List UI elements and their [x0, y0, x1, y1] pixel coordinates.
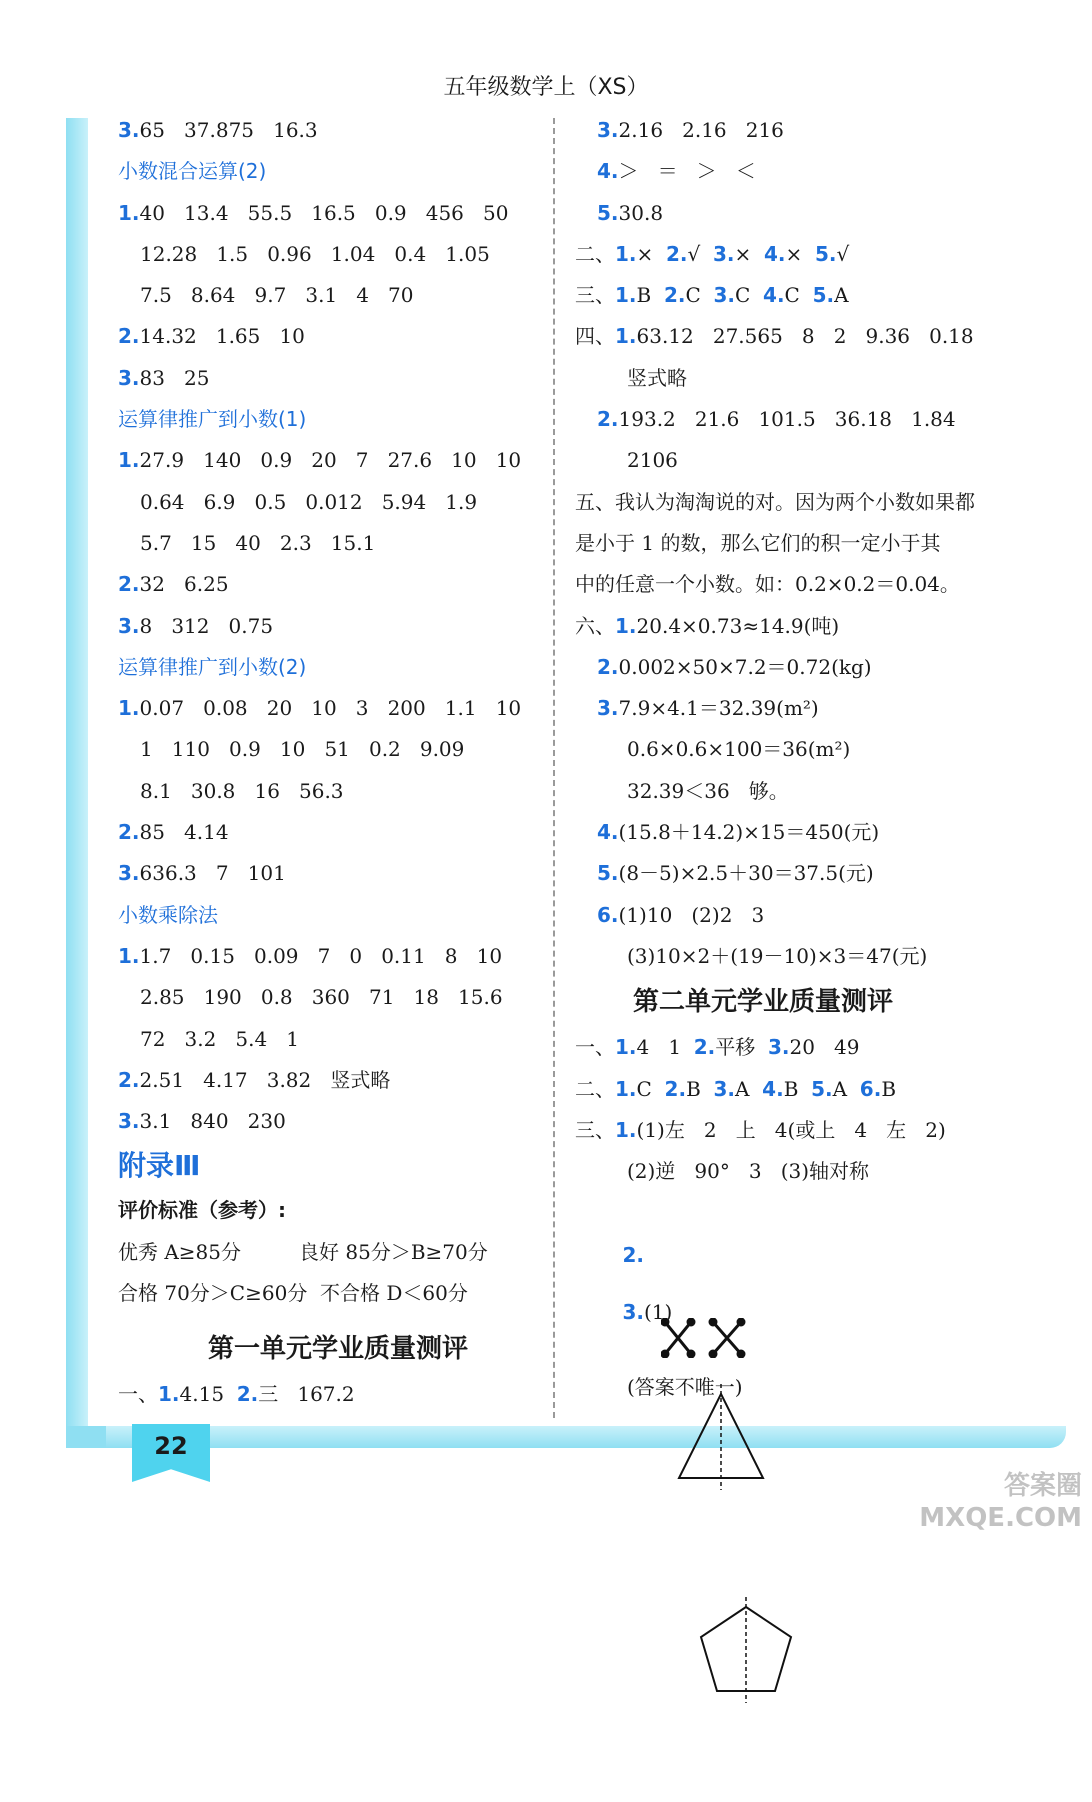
answer-line: 二、1.C 2.B 3.A 4.B 5.A 6.B: [575, 1076, 897, 1101]
pentagon-symmetry-icon: [652, 1554, 800, 1761]
answer-line: 三、1.(1)左 2 上 4(或上 4 左 2): [575, 1117, 946, 1142]
appendix-heading: 附录Ⅲ: [118, 1149, 201, 1183]
answer-line: 2.: [575, 1192, 1035, 1250]
answer-line: 32.39＜36 够。: [627, 778, 789, 803]
answer-line: 3.7.9×4.1＝32.39(m²): [597, 696, 819, 721]
answer-line: 1.0.07 0.08 20 10 3 200 1.1 10: [118, 696, 522, 721]
answer-line: 3.65 37.875 16.3: [118, 118, 318, 142]
answer-line: 2.32 6.25: [118, 572, 229, 597]
unit-two-title: 第二单元学业质量测评: [633, 987, 894, 1018]
page-frame-bottom: [66, 1426, 1066, 1448]
answer-line: 2.85 4.14: [118, 820, 229, 845]
answer-line: 2.14.32 1.65 10: [118, 324, 305, 349]
answer-line: 2.0.002×50×7.2＝0.72(kg): [597, 654, 872, 679]
answer-line: 3.83 25: [118, 365, 210, 390]
section-heading: 小数乘除法: [118, 902, 218, 927]
criteria-line: 合格 70分＞C≥60分 不合格 D＜60分: [118, 1281, 468, 1306]
answer-note: (答案不唯一): [627, 1375, 743, 1400]
page-number: 22: [154, 1432, 188, 1460]
answer-line: 1.27.9 140 0.9 20 7 27.6 10 10: [118, 448, 522, 473]
answer-line: (3)10×2＋(19－10)×3＝47(元): [627, 943, 928, 968]
answer-line: 二、1.× 2.√ 3.× 4.× 5.√: [575, 241, 850, 266]
left-column: [118, 110, 558, 1416]
answer-line: 1 110 0.9 10 51 0.2 9.09: [140, 737, 465, 762]
answer-line: 8.1 30.8 16 56.3: [140, 778, 344, 803]
answer-line: 5.(8－5)×2.5＋30＝37.5(元): [597, 861, 874, 886]
answer-line: 四、1.63.12 27.565 8 2 9.36 0.18: [575, 324, 974, 349]
answer-line: 3.(1): [575, 1250, 1035, 1370]
answer-line: 5.7 15 40 2.3 15.1: [140, 530, 376, 555]
answer-line: 中的任意一个小数。如：0.2×0.2＝0.04。: [575, 572, 960, 597]
answer-line: 4.＞ ＝ ＞ ＜: [597, 159, 756, 184]
answer-line: 1.1.7 0.15 0.09 7 0 0.11 8 10: [118, 943, 503, 968]
answer-line: 竖式略: [627, 365, 687, 390]
page-frame-left: [66, 118, 88, 1448]
answer-line: 3.8 312 0.75: [118, 613, 274, 638]
answer-line: 0.64 6.9 0.5 0.012 5.94 1.9: [140, 489, 478, 514]
answer-line: 1.40 13.4 55.5 16.5 0.9 456 50: [118, 200, 509, 225]
answer-line: 2106: [627, 448, 678, 473]
answer-line: 2.2.51 4.17 3.82 竖式略: [118, 1067, 391, 1092]
answer-line: 2.193.2 21.6 101.5 36.18 1.84: [597, 407, 956, 432]
answer-line: 72 3.2 5.4 1: [140, 1026, 300, 1051]
answer-line: 0.6×0.6×100＝36(m²): [627, 737, 851, 762]
answer-line: 6.(1)10 (2)2 3: [597, 902, 765, 927]
answer-line: 六、1.20.4×0.73≈14.9(吨): [575, 613, 840, 638]
page-frame-corner: [66, 1426, 106, 1448]
criteria-line: 优秀 A≥85分 良好 85分＞B≥70分: [118, 1239, 488, 1264]
watermark: 答案圈 MXQE.COM: [919, 1471, 1082, 1533]
answer-line: 4.(15.8＋14.2)×15＝450(元): [597, 820, 880, 845]
answer-line: 是小于 1 的数，那么它们的积一定小于其: [575, 530, 941, 555]
answer-line: 一、1.4 1 2.平移 3.20 49: [575, 1035, 860, 1060]
answer-line: 7.5 8.64 9.7 3.1 4 70: [140, 283, 414, 308]
right-column: [575, 110, 1035, 1404]
section-heading: 运算律推广到小数(2): [118, 654, 307, 679]
answer-line: 3.636.3 7 101: [118, 861, 286, 886]
answer-line: 12.28 1.5 0.96 1.04 0.4 1.05: [140, 241, 490, 266]
section-heading: 运算律推广到小数(1): [118, 407, 307, 432]
answer-line: 3.3.1 840 230: [118, 1109, 286, 1134]
answer-line: 一、1.4.15 2.三 167.2: [118, 1382, 355, 1407]
section-heading: 小数混合运算(2): [118, 159, 267, 184]
criteria-title: 评价标准（参考）:: [118, 1198, 286, 1223]
answer-line: (2)逆 90° 3 (3)轴对称: [627, 1159, 870, 1184]
answer-line: 3.2.16 2.16 216: [597, 118, 784, 142]
unit-one-title: 第一单元学业质量测评: [207, 1334, 468, 1365]
answer-line: 五、我认为淘淘说的对。因为两个小数如果都: [575, 489, 975, 514]
answer-line: 2.85 190 0.8 360 71 18 15.6: [140, 985, 503, 1010]
answer-line: 三、1.B 2.C 3.C 4.C 5.A: [575, 283, 849, 308]
answer-line: 5.30.8: [597, 200, 664, 225]
page-header: 五年级数学上（XS）: [443, 75, 649, 100]
